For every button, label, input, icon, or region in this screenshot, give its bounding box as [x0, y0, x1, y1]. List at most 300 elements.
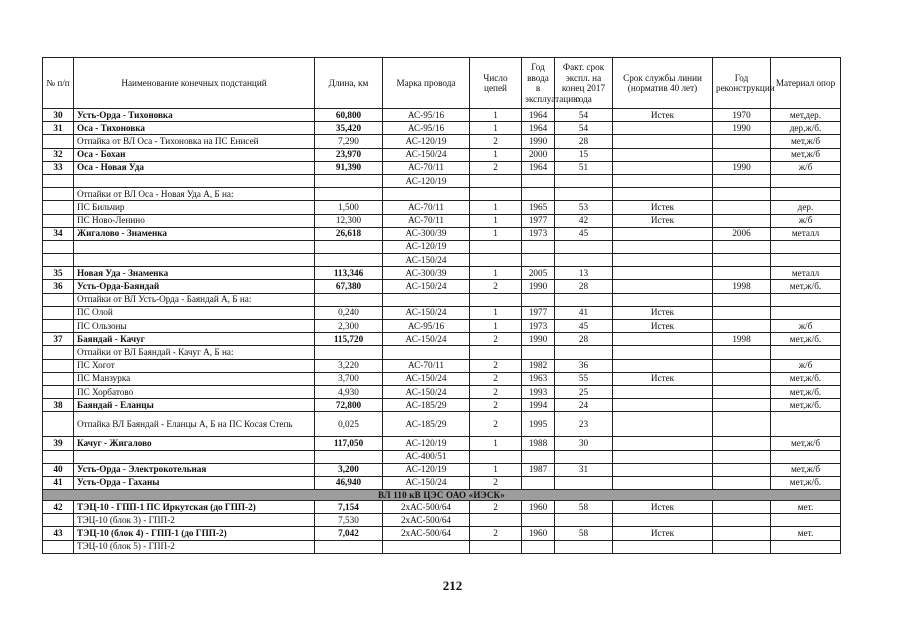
cell-year: 1995 — [522, 412, 555, 437]
cell-service: Истек — [613, 214, 713, 227]
cell-wire: АС-70/11 — [383, 359, 470, 372]
table-row — [43, 333, 841, 346]
cell-recon: 1970 — [713, 109, 771, 122]
cell-num — [43, 412, 74, 437]
cell-year: 1977 — [522, 306, 555, 319]
cell-name: Отпайка от ВЛ Оса - Тихоновка на ПС Енисей — [74, 135, 315, 148]
header-material: Материал опор — [771, 58, 841, 109]
table-row — [43, 174, 841, 187]
cell-fact: 36 — [555, 359, 613, 372]
cell-name: Оса - Тихоновка — [74, 122, 315, 135]
cell-num — [43, 135, 74, 148]
cell-recon — [713, 214, 771, 227]
cell-num — [43, 346, 74, 359]
cell-recon: 1998 — [713, 280, 771, 293]
cell-year — [522, 346, 555, 359]
cell-length: 0,240 — [315, 306, 383, 319]
cell-recon — [713, 201, 771, 214]
cell-length — [315, 240, 383, 253]
cell-fact: 55 — [555, 372, 613, 385]
cell-year — [522, 240, 555, 253]
cell-wire — [383, 346, 470, 359]
cell-service — [613, 399, 713, 412]
cell-material — [771, 450, 841, 463]
cell-recon — [713, 450, 771, 463]
cell-length: 3,200 — [315, 463, 383, 476]
header-wire: Марка провода — [383, 58, 470, 109]
cell-name — [74, 254, 315, 267]
table-row — [43, 359, 841, 372]
cell-service — [613, 227, 713, 240]
page-number: 212 — [442, 578, 463, 593]
cell-recon — [713, 135, 771, 148]
cell-name — [74, 240, 315, 253]
cell-name: Усть-Орда-Баяндай — [74, 280, 315, 293]
cell-wire: АС-150/24 — [383, 148, 470, 161]
cell-name: Жигалово - Знаменка — [74, 227, 315, 240]
cell-year — [522, 188, 555, 201]
cell-num — [43, 240, 74, 253]
table-row — [43, 320, 841, 333]
cell-circuits — [470, 450, 522, 463]
cell-material: дер,ж/б. — [771, 122, 841, 135]
cell-wire: АС-150/24 — [383, 476, 470, 489]
cell-fact: 23 — [555, 412, 613, 437]
cell-num: 42 — [43, 501, 74, 514]
cell-circuits — [470, 254, 522, 267]
cell-material: ж/б — [771, 320, 841, 333]
table-body — [43, 109, 841, 554]
cell-num — [43, 359, 74, 372]
cell-fact — [555, 540, 613, 553]
cell-recon — [713, 306, 771, 319]
cell-material: ж/б — [771, 359, 841, 372]
cell-year: 1990 — [522, 135, 555, 148]
cell-service — [613, 135, 713, 148]
cell-fact: 30 — [555, 437, 613, 450]
cell-year: 1973 — [522, 320, 555, 333]
cell-service — [613, 122, 713, 135]
cell-fact — [555, 514, 613, 527]
cell-circuits: 2 — [470, 333, 522, 346]
cell-num: 39 — [43, 437, 74, 450]
cell-circuits: 1 — [470, 109, 522, 122]
cell-recon — [713, 514, 771, 527]
cell-length: 3,220 — [315, 359, 383, 372]
cell-year — [522, 254, 555, 267]
cell-circuits: 1 — [470, 320, 522, 333]
table-row — [43, 346, 841, 359]
cell-name: Усть-Орда - Электрокотельная — [74, 463, 315, 476]
cell-material — [771, 188, 841, 201]
cell-name — [74, 450, 315, 463]
cell-circuits: 2 — [470, 399, 522, 412]
cell-year: 1987 — [522, 463, 555, 476]
cell-length: 35,420 — [315, 122, 383, 135]
cell-service — [613, 385, 713, 398]
cell-length: 91,390 — [315, 161, 383, 174]
cell-material — [771, 346, 841, 359]
cell-material — [771, 293, 841, 306]
header-year: Год ввода в эксплуатацию — [522, 58, 555, 109]
cell-name: ПС Ново-Ленино — [74, 214, 315, 227]
cell-service — [613, 240, 713, 253]
cell-service: Истек — [613, 306, 713, 319]
cell-circuits: 1 — [470, 214, 522, 227]
cell-year: 1982 — [522, 359, 555, 372]
cell-year: 1994 — [522, 399, 555, 412]
cell-length — [315, 540, 383, 553]
table-row — [43, 267, 841, 280]
cell-recon — [713, 399, 771, 412]
cell-fact: 51 — [555, 161, 613, 174]
cell-wire: АС-150/24 — [383, 372, 470, 385]
table-row — [43, 280, 841, 293]
cell-length: 117,050 — [315, 437, 383, 450]
cell-recon — [713, 527, 771, 540]
cell-fact — [555, 293, 613, 306]
cell-year: 1973 — [522, 227, 555, 240]
cell-wire: АС-70/11 — [383, 161, 470, 174]
cell-length: 46,940 — [315, 476, 383, 489]
cell-wire: АС-150/24 — [383, 280, 470, 293]
table-row — [43, 385, 841, 398]
cell-material: дер. — [771, 201, 841, 214]
cell-length: 7,154 — [315, 501, 383, 514]
cell-recon — [713, 437, 771, 450]
header-recon: Год реконструкции — [713, 58, 771, 109]
cell-wire: АС-120/19 — [383, 463, 470, 476]
cell-material: мет,ж/б. — [771, 280, 841, 293]
cell-recon: 2006 — [713, 227, 771, 240]
cell-name: Отпайка ВЛ Баяндай - Еланцы А, Б на ПС Косая Степь — [74, 412, 315, 437]
cell-service: Истек — [613, 109, 713, 122]
cell-year: 1977 — [522, 214, 555, 227]
header-name: Наименование конечных подстанций — [74, 58, 315, 109]
cell-material: мет,ж/б — [771, 463, 841, 476]
cell-circuits: 2 — [470, 501, 522, 514]
cell-recon — [713, 320, 771, 333]
cell-wire: АС-70/11 — [383, 214, 470, 227]
cell-fact: 45 — [555, 320, 613, 333]
cell-material: мет,ж/б. — [771, 372, 841, 385]
cell-material: мет. — [771, 501, 841, 514]
cell-wire: АС-70/11 — [383, 201, 470, 214]
cell-material: мет. — [771, 527, 841, 540]
cell-wire: АС-150/24 — [383, 254, 470, 267]
cell-wire — [383, 540, 470, 553]
table-row — [43, 122, 841, 135]
cell-service — [613, 333, 713, 346]
cell-length — [315, 346, 383, 359]
cell-year — [522, 174, 555, 187]
cell-recon — [713, 372, 771, 385]
cell-length: 113,346 — [315, 267, 383, 280]
cell-fact — [555, 476, 613, 489]
cell-recon — [713, 540, 771, 553]
cell-length — [315, 450, 383, 463]
cell-service — [613, 359, 713, 372]
cell-wire: АС-400/51 — [383, 450, 470, 463]
cell-length — [315, 254, 383, 267]
cell-fact — [555, 188, 613, 201]
header-fact: Факт. срок экспл. на конец 2017 года — [555, 58, 613, 109]
cell-year: 1960 — [522, 501, 555, 514]
cell-wire: АС-150/24 — [383, 385, 470, 398]
cell-service: Истек — [613, 372, 713, 385]
table-header-row — [43, 58, 841, 109]
cell-length: 72,800 — [315, 399, 383, 412]
cell-year: 1963 — [522, 372, 555, 385]
table-row — [43, 254, 841, 267]
cell-circuits: 1 — [470, 463, 522, 476]
cell-recon — [713, 267, 771, 280]
cell-recon: 1990 — [713, 161, 771, 174]
table-row — [43, 109, 841, 122]
cell-service — [613, 254, 713, 267]
cell-length — [315, 188, 383, 201]
cell-length: 0,025 — [315, 412, 383, 437]
cell-circuits — [470, 514, 522, 527]
cell-name: Отпайки от ВЛ Баяндай - Качуг А, Б на: — [74, 346, 315, 359]
cell-fact: 28 — [555, 280, 613, 293]
table-row — [43, 214, 841, 227]
cell-num — [43, 201, 74, 214]
cell-fact: 28 — [555, 333, 613, 346]
table-row — [43, 372, 841, 385]
cell-wire: АС-300/39 — [383, 227, 470, 240]
cell-service: Истек — [613, 201, 713, 214]
cell-material — [771, 306, 841, 319]
cell-num: 32 — [43, 148, 74, 161]
cell-recon — [713, 174, 771, 187]
cell-fact: 41 — [555, 306, 613, 319]
table-row — [43, 188, 841, 201]
cell-num — [43, 320, 74, 333]
cell-recon — [713, 254, 771, 267]
cell-recon — [713, 240, 771, 253]
cell-fact: 15 — [555, 148, 613, 161]
cell-recon — [713, 476, 771, 489]
cell-service — [613, 437, 713, 450]
cell-year: 1964 — [522, 109, 555, 122]
cell-circuits: 1 — [470, 201, 522, 214]
cell-length: 1,500 — [315, 201, 383, 214]
cell-year: 2005 — [522, 267, 555, 280]
cell-material — [771, 254, 841, 267]
cell-circuits: 1 — [470, 306, 522, 319]
cell-num — [43, 214, 74, 227]
cell-circuits — [470, 188, 522, 201]
cell-name: Баяндай - Еланцы — [74, 399, 315, 412]
cell-year: 1990 — [522, 333, 555, 346]
cell-num — [43, 540, 74, 553]
cell-circuits: 2 — [470, 359, 522, 372]
cell-wire: АС-95/16 — [383, 122, 470, 135]
cell-length: 26,618 — [315, 227, 383, 240]
cell-service — [613, 174, 713, 187]
cell-length: 60,800 — [315, 109, 383, 122]
cell-service — [613, 346, 713, 359]
table-row — [43, 463, 841, 476]
cell-service — [613, 450, 713, 463]
cell-name: Оса - Бохан — [74, 148, 315, 161]
header-num: № п/п — [43, 58, 74, 109]
cell-num — [43, 306, 74, 319]
cell-service — [613, 148, 713, 161]
cell-wire: АС-150/24 — [383, 333, 470, 346]
cell-name: ПС Хорбатово — [74, 385, 315, 398]
cell-service — [613, 476, 713, 489]
table-row — [43, 399, 841, 412]
cell-name: Отпайки от ВЛ Усть-Орда - Баяндай А, Б на: — [74, 293, 315, 306]
cell-circuits: 1 — [470, 122, 522, 135]
table-row — [43, 450, 841, 463]
cell-circuits: 1 — [470, 227, 522, 240]
cell-circuits: 2 — [470, 135, 522, 148]
cell-name: Оса - Новая Уда — [74, 161, 315, 174]
cell-circuits: 2 — [470, 372, 522, 385]
cell-num — [43, 293, 74, 306]
cell-circuits — [470, 346, 522, 359]
cell-length — [315, 293, 383, 306]
table-row — [43, 527, 841, 540]
cell-wire: 2хАС-500/64 — [383, 501, 470, 514]
table-row — [43, 135, 841, 148]
cell-fact: 31 — [555, 463, 613, 476]
cell-service — [613, 540, 713, 553]
section-row — [43, 490, 841, 501]
cell-circuits — [470, 540, 522, 553]
cell-num: 33 — [43, 161, 74, 174]
cell-service — [613, 463, 713, 476]
cell-material — [771, 514, 841, 527]
cell-length: 3,700 — [315, 372, 383, 385]
cell-num — [43, 385, 74, 398]
cell-length: 2,300 — [315, 320, 383, 333]
cell-wire: АС-300/39 — [383, 267, 470, 280]
cell-name: Усть-Орда - Гаханы — [74, 476, 315, 489]
cell-year: 1988 — [522, 437, 555, 450]
cell-name: ТЭЦ-10 (блок 3) - ГПП-2 — [74, 514, 315, 527]
cell-material: мет,ж/б — [771, 135, 841, 148]
cell-fact — [555, 240, 613, 253]
cell-material: ж/б — [771, 214, 841, 227]
cell-service: Истек — [613, 501, 713, 514]
cell-name: ПС Хогот — [74, 359, 315, 372]
cell-circuits: 2 — [470, 385, 522, 398]
cell-length: 23,970 — [315, 148, 383, 161]
cell-length: 7,530 — [315, 514, 383, 527]
cell-name: ПС Олой — [74, 306, 315, 319]
cell-length: 7,290 — [315, 135, 383, 148]
cell-num: 36 — [43, 280, 74, 293]
cell-service — [613, 188, 713, 201]
cell-service — [613, 514, 713, 527]
table-row — [43, 161, 841, 174]
cell-wire: 2хАС-500/64 — [383, 527, 470, 540]
cell-name: Баяндай - Качуг — [74, 333, 315, 346]
cell-year — [522, 540, 555, 553]
cell-material: мет,ж/б — [771, 437, 841, 450]
cell-name: Усть-Орда - Тихоновка — [74, 109, 315, 122]
cell-material: мет,ж/б — [771, 148, 841, 161]
cell-fact: 42 — [555, 214, 613, 227]
cell-fact: 54 — [555, 122, 613, 135]
table-row — [43, 412, 841, 437]
cell-fact: 25 — [555, 385, 613, 398]
cell-circuits: 1 — [470, 148, 522, 161]
cell-recon: 1998 — [713, 333, 771, 346]
table-row — [43, 227, 841, 240]
cell-name: ПС Ользоны — [74, 320, 315, 333]
cell-recon — [713, 346, 771, 359]
cell-wire: АС-185/29 — [383, 412, 470, 437]
cell-num: 40 — [43, 463, 74, 476]
cell-name — [74, 174, 315, 187]
cell-fact: 53 — [555, 201, 613, 214]
cell-name: Отпайки от ВЛ Оса - Новая Уда А, Б на: — [74, 188, 315, 201]
cell-wire: АС-150/24 — [383, 306, 470, 319]
cell-num: 30 — [43, 109, 74, 122]
cell-name: Новая Уда - Знаменка — [74, 267, 315, 280]
cell-material: мет,ж/б. — [771, 385, 841, 398]
table-row — [43, 514, 841, 527]
cell-wire: АС-185/29 — [383, 399, 470, 412]
cell-service: Истек — [613, 527, 713, 540]
cell-recon — [713, 148, 771, 161]
cell-material — [771, 240, 841, 253]
header-length: Длина, км — [315, 58, 383, 109]
cell-material: металл — [771, 267, 841, 280]
cell-name: Качуг - Жигалово — [74, 437, 315, 450]
cell-length: 4,930 — [315, 385, 383, 398]
cell-wire: 2хАС-500/64 — [383, 514, 470, 527]
cell-service — [613, 161, 713, 174]
cell-length: 67,380 — [315, 280, 383, 293]
cell-service — [613, 412, 713, 437]
cell-year: 2000 — [522, 148, 555, 161]
cell-material: мет,ж/б. — [771, 399, 841, 412]
cell-fact: 54 — [555, 109, 613, 122]
cell-num: 41 — [43, 476, 74, 489]
cell-recon — [713, 359, 771, 372]
cell-fact — [555, 174, 613, 187]
cell-num: 35 — [43, 267, 74, 280]
cell-wire: АС-95/16 — [383, 320, 470, 333]
cell-circuits: 2 — [470, 476, 522, 489]
cell-year: 1965 — [522, 201, 555, 214]
cell-circuits: 1 — [470, 437, 522, 450]
cell-year — [522, 476, 555, 489]
cell-num — [43, 188, 74, 201]
cell-material — [771, 412, 841, 437]
header-circuits: Число цепей — [470, 58, 522, 109]
cell-year: 1964 — [522, 122, 555, 135]
section-title: ВЛ 110 кВ ЦЭС ОАО «ИЭСК» — [43, 490, 841, 501]
cell-wire: АС-120/19 — [383, 240, 470, 253]
table-row — [43, 540, 841, 553]
cell-recon — [713, 293, 771, 306]
cell-fact: 45 — [555, 227, 613, 240]
cell-year: 1960 — [522, 527, 555, 540]
cell-wire: АС-120/19 — [383, 135, 470, 148]
cell-circuits: 1 — [470, 267, 522, 280]
cell-fact — [555, 346, 613, 359]
cell-fact: 13 — [555, 267, 613, 280]
table-row — [43, 437, 841, 450]
cell-length: 115,720 — [315, 333, 383, 346]
